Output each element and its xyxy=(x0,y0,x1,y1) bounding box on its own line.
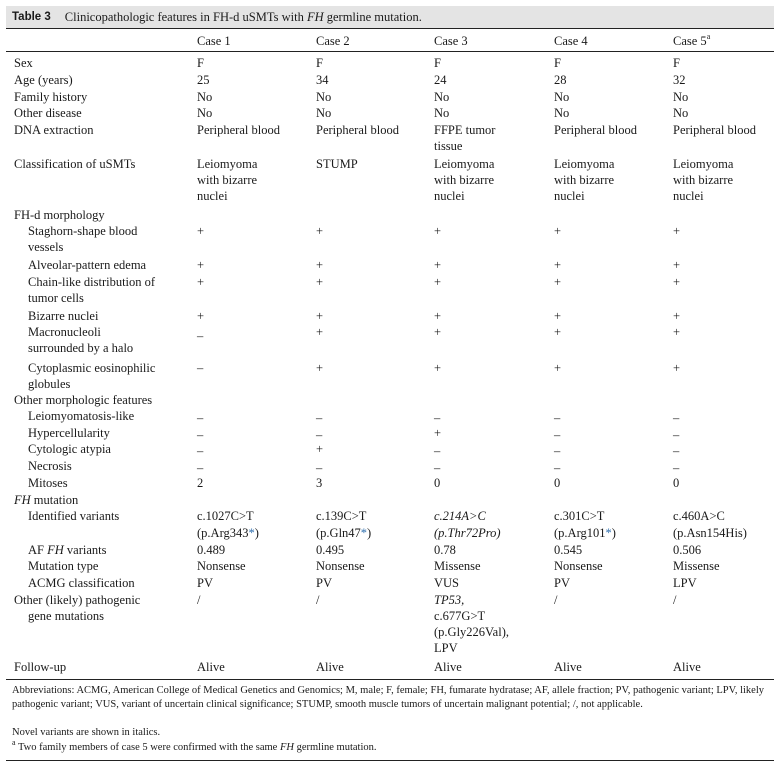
cell: + xyxy=(197,258,205,272)
footer-rule xyxy=(6,760,774,761)
cell: c.677G>T xyxy=(434,609,486,623)
row-label-alveolar: Alveolar-pattern edema xyxy=(28,258,147,272)
header-case-5: Case 5$^a$ xyxy=(673,31,711,48)
row-label-other-pathogenic-2: gene mutations xyxy=(28,609,105,623)
cell: No xyxy=(197,106,213,120)
header-case-1: Case 1 xyxy=(197,34,231,48)
cell: + xyxy=(554,258,562,272)
cell: Peripheral blood xyxy=(554,123,637,137)
cell: No xyxy=(197,90,213,104)
table-label: Table 3 xyxy=(12,11,51,23)
cell: tissue xyxy=(434,139,463,153)
row-label-identified-variants: Identified variants xyxy=(28,509,120,523)
cell: / xyxy=(673,593,677,607)
cell: F xyxy=(316,56,323,70)
row-label-cytologic-atypia: Cytologic atypia xyxy=(28,442,111,456)
cell: (p.Asn154His) xyxy=(673,526,747,540)
cell: 2 xyxy=(197,476,204,490)
cell: F xyxy=(434,56,441,70)
row-label-cytoplasmic-2: globules xyxy=(28,377,71,391)
cell: + xyxy=(673,258,681,272)
cell: No xyxy=(673,90,689,104)
cell: 0.495 xyxy=(316,543,345,557)
header-case-2: Case 2 xyxy=(316,34,350,48)
row-label-other-disease: Other disease xyxy=(14,106,82,120)
cell: + xyxy=(197,309,205,323)
cell: Alive xyxy=(316,660,344,674)
cell: Peripheral blood xyxy=(197,123,280,137)
cell: – xyxy=(197,461,204,475)
cell: – xyxy=(197,444,204,458)
cell: FFPE tumor xyxy=(434,123,496,137)
cell: c.460A>C xyxy=(673,509,725,523)
cell: Alive xyxy=(197,660,225,674)
cell: LPV xyxy=(673,576,697,590)
cell: No xyxy=(554,106,570,120)
cell: – xyxy=(197,411,204,425)
row-label-hypercellularity: Hypercellularity xyxy=(28,426,110,440)
cell: + xyxy=(316,309,324,323)
section-fh-mutation: FH mutation xyxy=(14,493,79,507)
cell: + xyxy=(434,325,442,339)
row-label-mutation-type: Mutation type xyxy=(28,559,99,573)
cell: + xyxy=(673,275,681,289)
cell: 0 xyxy=(554,476,561,490)
cell: + xyxy=(197,224,205,238)
cell: nuclei xyxy=(673,189,704,203)
header-case-3: Case 3 xyxy=(434,34,468,48)
cell: – xyxy=(316,461,323,475)
cell: Nonsense xyxy=(316,559,365,573)
cell: PV xyxy=(316,576,332,590)
cell: nuclei xyxy=(434,189,465,203)
cell: 28 xyxy=(554,73,567,87)
header-rule xyxy=(6,51,774,52)
cell: + xyxy=(554,361,562,375)
bottom-rule xyxy=(6,679,774,680)
cell: – xyxy=(554,461,561,475)
cell: F xyxy=(197,56,204,70)
cell: STUMP xyxy=(316,157,358,171)
cell: (p.Arg101*) xyxy=(554,526,616,540)
footnote-novel: Novel variants are shown in italics. xyxy=(12,727,161,738)
cell: + xyxy=(316,258,324,272)
cell: 24 xyxy=(434,73,447,87)
cell: + xyxy=(434,224,442,238)
cell: – xyxy=(434,411,441,425)
cell: 34 xyxy=(316,73,329,87)
cell: + xyxy=(434,258,442,272)
cell: + xyxy=(554,325,562,339)
cell: No xyxy=(554,90,570,104)
cell: + xyxy=(554,309,562,323)
row-label-dna-extraction: DNA extraction xyxy=(14,123,94,137)
cell: with bizarre xyxy=(197,173,258,187)
cell: (p.Gln47*) xyxy=(316,526,372,540)
cell: + xyxy=(316,442,324,456)
cell: F xyxy=(554,56,561,70)
top-rule xyxy=(6,28,774,29)
cell: Peripheral blood xyxy=(673,123,756,137)
cell: + xyxy=(434,361,442,375)
cell: + xyxy=(554,275,562,289)
row-label-age: Age (years) xyxy=(14,73,73,87)
cell: No xyxy=(316,106,332,120)
row-label-sex: Sex xyxy=(14,56,33,70)
cell: + xyxy=(554,224,562,238)
cell: 25 xyxy=(197,73,210,87)
cell: c.301C>T xyxy=(554,509,605,523)
row-label-staghorn: Staghorn-shape blood xyxy=(28,224,138,238)
cell: F xyxy=(673,56,680,70)
cell: c.1027C>T xyxy=(197,509,254,523)
cell: Leiomyoma xyxy=(554,157,615,171)
cell: – xyxy=(316,428,323,442)
cell: Leiomyoma xyxy=(197,157,258,171)
footnote-a: $^a$ Two family members of case 5 were confirmed with the same FH germline mutation. xyxy=(12,737,377,753)
cell: Alive xyxy=(554,660,582,674)
row-label-macronucleoli-2: surrounded by a halo xyxy=(28,341,134,355)
row-label-chain-like-2: tumor cells xyxy=(28,291,84,305)
footnote-abbreviations: Abbreviations: ACMG, American College of Medical Genetics and Genomics; M, male; F, female; FH, fumarate hydratase; AF, allele fraction; PV, pathogenic variant; LPV, likely pathogenic variant; VUS, variant of uncertain clinical significance; STUMP, smooth muscle tumors of uncertain malignant potential; /, not applicable. xyxy=(12,685,765,710)
cell: nuclei xyxy=(197,189,228,203)
section-fh-d-morphology: FH-d morphology xyxy=(14,208,105,222)
cell: Missense xyxy=(434,559,481,573)
row-label-bizarre-nuclei: Bizarre nuclei xyxy=(28,309,99,323)
cell: + xyxy=(673,361,681,375)
cell: – xyxy=(434,444,441,458)
cell: – xyxy=(197,361,204,375)
cell: (p.Gly226Val), xyxy=(434,625,509,639)
cell: VUS xyxy=(434,576,460,590)
cell: – xyxy=(554,411,561,425)
cell: – xyxy=(316,411,323,425)
cell: + xyxy=(673,309,681,323)
cell: + xyxy=(316,275,324,289)
caption-text: Clinicopathologic features in FH-d uSMTs with FH germline mutation. xyxy=(64,9,422,24)
cell: PV xyxy=(197,576,213,590)
row-label-cytoplasmic: Cytoplasmic eosinophilic xyxy=(28,361,156,375)
cell: c.214A>C xyxy=(434,509,486,523)
cell: 0.78 xyxy=(434,543,456,557)
cell: PV xyxy=(554,576,570,590)
cell: c.139C>T xyxy=(316,509,367,523)
cell: – xyxy=(197,428,204,442)
row-label-chain-like: Chain-like distribution of xyxy=(28,275,156,289)
cell: LPV xyxy=(434,641,458,655)
row-label-staghorn-2: vessels xyxy=(28,240,64,254)
cell: + xyxy=(434,275,442,289)
row-label-family-history: Family history xyxy=(14,90,88,104)
cell: 0 xyxy=(673,476,680,490)
row-label-leiomyomatosis: Leiomyomatosis-like xyxy=(28,409,135,423)
cell: (p.Arg343*) xyxy=(197,526,259,540)
cell: – xyxy=(554,444,561,458)
row-label-af-fh-variants: AF FH variants xyxy=(28,543,107,557)
cell: nuclei xyxy=(554,189,585,203)
cell: No xyxy=(434,106,450,120)
row-label-follow-up: Follow-up xyxy=(14,660,67,674)
table-frame xyxy=(6,6,774,753)
cell: Nonsense xyxy=(554,559,603,573)
cell: Alive xyxy=(434,660,462,674)
cell: + xyxy=(434,426,442,440)
cell: / xyxy=(197,593,201,607)
cell: + xyxy=(316,224,324,238)
cell: with bizarre xyxy=(554,173,615,187)
cell: Alive xyxy=(673,660,701,674)
cell: + xyxy=(673,325,681,339)
cell: + xyxy=(673,224,681,238)
cell: No xyxy=(434,90,450,104)
cell: 0.545 xyxy=(554,543,583,557)
cell: + xyxy=(197,275,205,289)
cell: + xyxy=(316,361,324,375)
cell: + xyxy=(434,309,442,323)
cell: No xyxy=(673,106,689,120)
cell: Peripheral blood xyxy=(316,123,399,137)
cell: Leiomyoma xyxy=(673,157,734,171)
cell: TP53, xyxy=(434,593,465,607)
cell: + xyxy=(316,325,324,339)
cell: 0.489 xyxy=(197,543,226,557)
table-caption xyxy=(6,6,774,28)
row-label-necrosis: Necrosis xyxy=(28,459,72,473)
cell: with bizarre xyxy=(434,173,495,187)
cell: / xyxy=(554,593,558,607)
cell: No xyxy=(316,90,332,104)
cell: Nonsense xyxy=(197,559,246,573)
cell: – xyxy=(673,428,680,442)
row-label-mitoses: Mitoses xyxy=(28,476,68,490)
cell: – xyxy=(197,329,204,343)
cell: – xyxy=(673,461,680,475)
cell: / xyxy=(316,593,320,607)
cell: – xyxy=(673,444,680,458)
cell: 3 xyxy=(316,476,323,490)
cell: 0.506 xyxy=(673,543,702,557)
cell: 0 xyxy=(434,476,441,490)
cell: (p.Thr72Pro) xyxy=(434,526,501,540)
section-other-morphologic: Other morphologic features xyxy=(14,393,153,407)
cell: – xyxy=(434,461,441,475)
cell: with bizarre xyxy=(673,173,734,187)
row-label-acmg: ACMG classification xyxy=(28,576,135,590)
cell: – xyxy=(673,411,680,425)
row-label-classification: Classification of uSMTs xyxy=(14,157,136,171)
cell: – xyxy=(554,428,561,442)
cell: Missense xyxy=(673,559,720,573)
row-label-other-pathogenic: Other (likely) pathogenic xyxy=(14,593,141,607)
cell: 32 xyxy=(673,73,686,87)
header-case-4: Case 4 xyxy=(554,34,588,48)
cell: Leiomyoma xyxy=(434,157,495,171)
row-label-macronucleoli: Macronucleoli xyxy=(28,325,101,339)
